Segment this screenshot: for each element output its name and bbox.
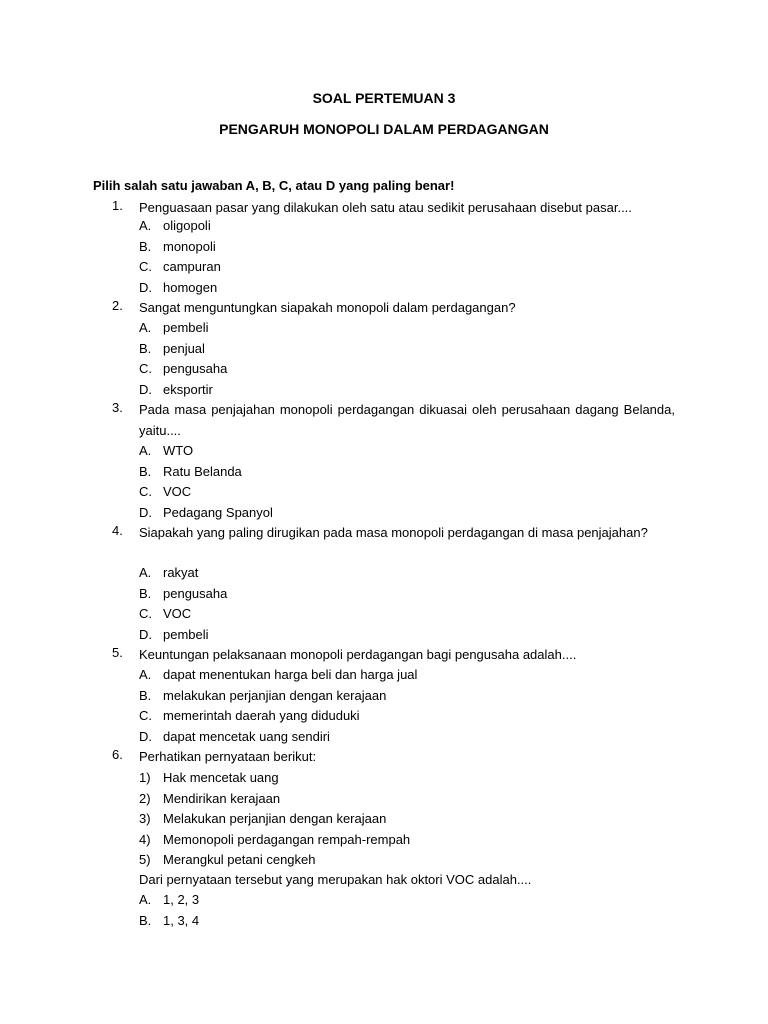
page-title: SOAL PERTEMUAN 3 bbox=[312, 90, 456, 106]
question-1-options bbox=[139, 216, 221, 298]
statement-text: Melakukan perjanjian dengan kerajaan bbox=[163, 811, 387, 826]
question-text: Keuntungan pelaksanaan monopoli perdagangan bagi pengusaha adalah.... bbox=[139, 647, 577, 662]
question-number: 2. bbox=[112, 298, 123, 313]
question-number: 4. bbox=[112, 523, 123, 538]
option-letter: C. bbox=[139, 259, 152, 274]
statement-item bbox=[139, 789, 410, 810]
option-text: melakukan perjanjian dengan kerajaan bbox=[163, 687, 387, 703]
option-letter: A. bbox=[139, 892, 152, 907]
option-text: eksportir bbox=[163, 381, 213, 397]
option-b bbox=[139, 584, 227, 605]
question-5-options bbox=[139, 665, 417, 747]
option-letter: B. bbox=[139, 687, 152, 703]
option-text: pengusaha bbox=[163, 585, 228, 601]
option-b bbox=[139, 339, 227, 360]
option-text: rakyat bbox=[163, 565, 199, 580]
question-5 bbox=[112, 645, 675, 666]
option-letter: B. bbox=[139, 463, 152, 479]
option-letter: B. bbox=[139, 585, 152, 601]
option-letter: C. bbox=[139, 606, 152, 621]
statement-item bbox=[139, 809, 410, 830]
option-text: homogen bbox=[163, 279, 218, 295]
question-4-options bbox=[139, 563, 227, 645]
option-text: WTO bbox=[163, 443, 194, 458]
option-letter: C. bbox=[139, 708, 152, 723]
question-6-stem: Dari pernyataan tersebut yang merupakan hak oktori VOC adalah.... bbox=[139, 872, 532, 887]
statement-item bbox=[139, 768, 410, 789]
option-b bbox=[139, 237, 221, 258]
option-text: memerintah daerah yang diduduki bbox=[163, 708, 360, 723]
instruction: Pilih salah satu jawaban A, B, C, atau D yang paling benar! bbox=[93, 178, 455, 193]
question-6 bbox=[112, 747, 675, 768]
question-number: 1. bbox=[112, 198, 123, 213]
option-text: dapat mencetak uang sendiri bbox=[163, 728, 330, 744]
statement-number: 3) bbox=[139, 811, 151, 826]
statement-text: Memonopoli perdagangan rempah-rempah bbox=[163, 831, 411, 847]
option-letter: C. bbox=[139, 484, 152, 499]
option-c bbox=[139, 482, 273, 503]
option-letter: C. bbox=[139, 361, 152, 376]
option-text: pengusaha bbox=[163, 361, 228, 376]
statement-text: Hak mencetak uang bbox=[163, 770, 279, 785]
option-text: 1, 2, 3 bbox=[163, 892, 200, 907]
option-text: penjual bbox=[163, 340, 205, 356]
question-text: Perhatikan pernyataan berikut: bbox=[139, 749, 317, 764]
option-c bbox=[139, 359, 227, 380]
option-letter: A. bbox=[139, 667, 152, 682]
option-letter: D. bbox=[139, 626, 152, 642]
question-6-options bbox=[139, 890, 199, 931]
option-text: Pedagang Spanyol bbox=[163, 504, 273, 520]
option-text: campuran bbox=[163, 259, 221, 274]
option-text: Ratu Belanda bbox=[163, 463, 242, 479]
question-text: Penguasaan pasar yang dilakukan oleh satu atau sedikit perusahaan disebut pasar.... bbox=[139, 200, 632, 215]
option-letter: B. bbox=[139, 340, 152, 356]
statement-number: 4) bbox=[139, 831, 151, 847]
option-letter: D. bbox=[139, 279, 152, 295]
option-c bbox=[139, 257, 221, 278]
option-letter: A. bbox=[139, 565, 152, 580]
option-d bbox=[139, 503, 273, 524]
option-d bbox=[139, 625, 227, 646]
option-letter: D. bbox=[139, 504, 152, 520]
statement-number: 1) bbox=[139, 770, 151, 785]
question-number: 6. bbox=[112, 747, 123, 762]
statement-item bbox=[139, 850, 410, 871]
option-text: monopoli bbox=[163, 238, 216, 254]
option-letter: B. bbox=[139, 912, 152, 928]
option-b bbox=[139, 686, 417, 707]
question-6-statements bbox=[139, 768, 410, 871]
option-letter: A. bbox=[139, 320, 152, 335]
option-c bbox=[139, 706, 417, 727]
question-text: Sangat menguntungkan siapakah monopoli dalam perdagangan? bbox=[139, 300, 516, 315]
question-2-options bbox=[139, 318, 227, 400]
option-d bbox=[139, 380, 227, 401]
option-letter: D. bbox=[139, 728, 152, 744]
statement-number: 5) bbox=[139, 852, 151, 867]
question-text: Pada masa penjajahan monopoli perdagangan dikuasai oleh perusahaan dagang Belanda, yaitu.... bbox=[139, 402, 675, 438]
question-2 bbox=[112, 298, 675, 319]
option-letter: A. bbox=[139, 218, 152, 233]
question-3 bbox=[112, 400, 675, 441]
question-3-options bbox=[139, 441, 273, 523]
option-text: oligopoli bbox=[163, 218, 211, 233]
option-text: VOC bbox=[163, 606, 192, 621]
option-d bbox=[139, 727, 417, 748]
question-4 bbox=[112, 523, 675, 544]
option-b bbox=[139, 911, 199, 932]
question-number: 3. bbox=[112, 400, 123, 415]
option-d bbox=[139, 278, 221, 299]
statement-text: Merangkul petani cengkeh bbox=[163, 852, 316, 867]
statement-item bbox=[139, 830, 410, 851]
option-letter: A. bbox=[139, 443, 152, 458]
option-text: 1, 3, 4 bbox=[163, 912, 200, 928]
page-subtitle: PENGARUH MONOPOLI DALAM PERDAGANGAN bbox=[219, 121, 549, 137]
option-a bbox=[139, 318, 227, 339]
question-number: 5. bbox=[112, 645, 123, 660]
option-text: VOC bbox=[163, 484, 192, 499]
option-text: dapat menentukan harga beli dan harga jual bbox=[163, 667, 418, 682]
option-c bbox=[139, 604, 227, 625]
option-a bbox=[139, 665, 417, 686]
option-a bbox=[139, 216, 221, 237]
option-a bbox=[139, 441, 273, 462]
option-letter: D. bbox=[139, 381, 152, 397]
option-letter: B. bbox=[139, 238, 152, 254]
option-a bbox=[139, 890, 199, 911]
statement-number: 2) bbox=[139, 790, 151, 806]
option-text: pembeli bbox=[163, 320, 209, 335]
option-text: pembeli bbox=[163, 626, 209, 642]
question-text: Siapakah yang paling dirugikan pada masa monopoli perdagangan di masa penjajahan? bbox=[139, 525, 648, 540]
option-b bbox=[139, 462, 273, 483]
option-a bbox=[139, 563, 227, 584]
statement-text: Mendirikan kerajaan bbox=[163, 790, 281, 806]
